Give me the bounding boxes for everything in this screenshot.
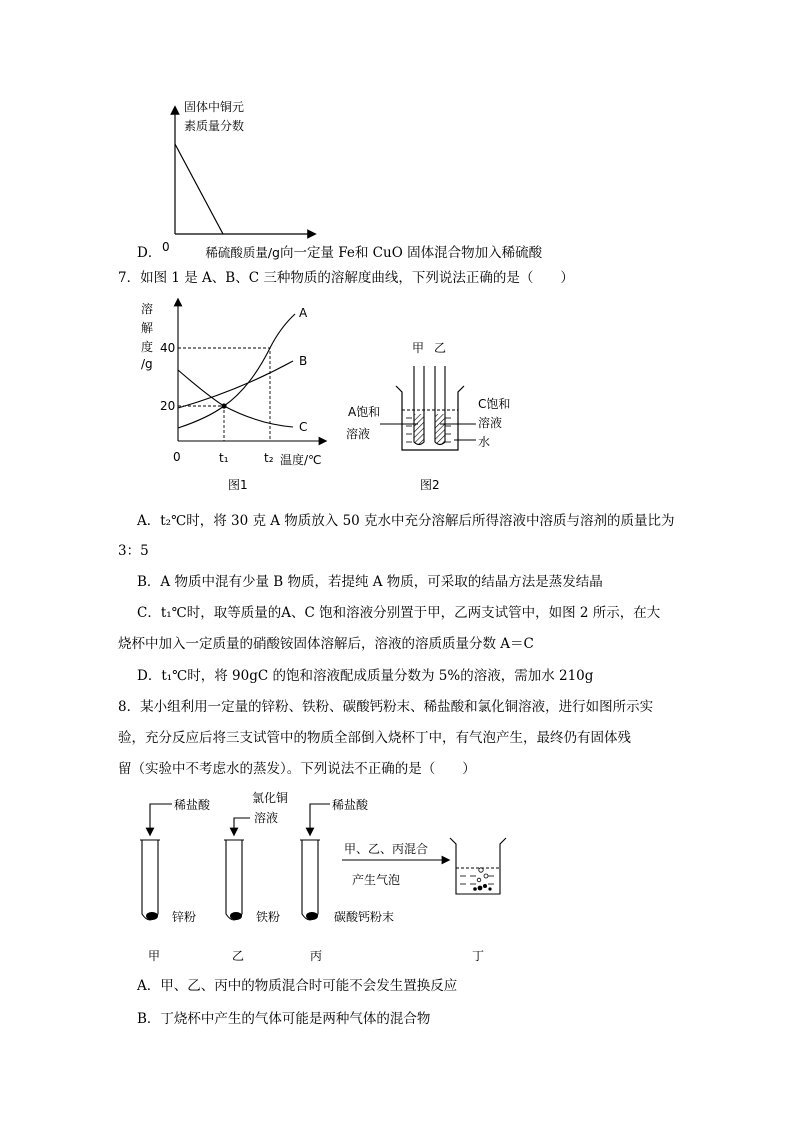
- q8-beaker-ding: [450, 838, 506, 894]
- q8-add-arrow-jia: [150, 804, 172, 832]
- q8-add-arrow-bing: [310, 804, 330, 832]
- q6d-graph: [150, 92, 320, 267]
- q7-C-saturated-line1: C饱和: [478, 397, 511, 411]
- q7-ylabel-2: 解: [141, 321, 154, 335]
- q8-tube-label-bing: 丙: [310, 949, 323, 963]
- q7-water-label: 水: [478, 435, 491, 449]
- q8-solid-yi: [230, 912, 242, 920]
- q8-beaker-label-ding: 丁: [472, 949, 485, 963]
- q8-solid-label-yi: 铁粉: [256, 910, 281, 924]
- q7-ylabel-1: 溶: [141, 302, 154, 316]
- q7-figure1-solubility-chart: [138, 296, 338, 496]
- q8-option-B: B．丁烧杯中产生的气体可能是两种气体的混合物: [137, 1011, 431, 1027]
- q8-tube-yi: [226, 840, 242, 920]
- q7-ylabel-4: /g: [141, 357, 153, 371]
- q6d-description: 向一定量 Fe和 CuO 固体混合物加入稀硫酸: [279, 245, 543, 261]
- q8-stem-line1: 8．某小组利用一定量的锌粉、铁粉、碳酸钙粉末、稀盐酸和氯化铜溶液，进行如图所示实: [118, 699, 654, 715]
- q7-option-B: B．A 物质中混有少量 B 物质，若提纯 A 物质，可采取的结晶方法是蒸发结晶: [137, 574, 603, 590]
- q7-tube-yi-label: 乙: [434, 341, 447, 355]
- q7-curve-A-label: A: [299, 306, 308, 320]
- q8-add-label-bing: 稀盐酸: [332, 798, 369, 812]
- q8-solid-bing: [306, 912, 318, 920]
- q6d-ylabel-line2: 素质量分数: [184, 119, 245, 133]
- q7-intersection-point: [221, 403, 226, 408]
- q8-add-label-jia: 稀盐酸: [174, 798, 211, 812]
- q8-add-arrow-yi: [234, 818, 250, 832]
- q7-option-C-line2: 烧杯中加入一定质量的硝酸铵固体溶解后，溶液的溶质质量分数 A＝C: [118, 636, 534, 652]
- q8-experiment-figure: [130, 790, 530, 970]
- q7-tube-jia-liquid: [414, 414, 424, 445]
- q8-tube-label-jia: 甲: [148, 949, 161, 963]
- q8-tube-jia: [142, 840, 158, 920]
- q7-figure2-caption: 图2: [420, 478, 440, 492]
- q8-solid-jia: [146, 912, 158, 920]
- q7-tube-yi-liquid: [435, 414, 445, 445]
- q6d-data-line: [175, 144, 223, 234]
- q7-C-saturated-line2: 溶液: [478, 416, 503, 430]
- q7-option-A-line2: 3：5: [118, 543, 149, 559]
- q8-add-label-yi-line1: 氯化铜: [252, 791, 289, 805]
- q8-mix-label: 甲、乙、丙混合: [344, 842, 429, 856]
- q7-curve-A: [178, 314, 295, 428]
- q7-tick-20: 20: [160, 399, 176, 413]
- q8-solid-residue: [473, 884, 491, 891]
- q7-A-saturated-line2: 溶液: [346, 427, 371, 441]
- q7-option-D: D．t₁℃时，将 90gC 的饱和溶液配成质量分数为 5%的溶液，需加水 210g: [137, 668, 594, 684]
- q7-A-saturated-line1: A饱和: [348, 405, 381, 419]
- q7-xlabel: 温度/℃: [280, 453, 322, 467]
- q6d-origin: 0: [162, 240, 170, 254]
- q7-option-A-line1: A．t₂℃时，将 30 克 A 物质放入 50 克水中充分溶解后所得溶液中溶质与溶剂的质量比为: [137, 513, 675, 529]
- q7-origin: 0: [173, 450, 181, 464]
- q8-tube-label-yi: 乙: [232, 949, 245, 963]
- q7-tick-t2: t₂: [264, 451, 274, 465]
- q7-tick-40: 40: [160, 341, 176, 355]
- q8-solid-label-jia: 锌粉: [172, 910, 197, 924]
- q7-curve-B-label: B: [299, 354, 308, 368]
- q7-ylabel-3: 度: [141, 340, 154, 354]
- q7-figure2-beaker: [340, 336, 540, 496]
- q7-stem: 7．如图 1 是 A、B、C 三种物质的溶解度曲线，下列说法正确的是（ ）: [118, 270, 574, 286]
- q6d-ylabel-line1: 固体中铜元: [184, 100, 245, 114]
- q8-add-label-yi-line2: 溶液: [254, 811, 279, 825]
- q8-tube-bing: [302, 840, 318, 920]
- q6d-option-label: D．: [137, 245, 162, 261]
- q8-gas-label: 产生气泡: [352, 873, 401, 887]
- q8-stem-line3: 留（实验中不考虑水的蒸发）。下列说法不正确的是（ ）: [118, 761, 476, 777]
- q7-tick-t1: t₁: [219, 451, 229, 465]
- q7-tube-jia-label: 甲: [412, 341, 425, 355]
- q6d-xlabel: 稀硫酸质量/g: [205, 245, 280, 260]
- q7-curve-C-label: C: [299, 420, 308, 434]
- q8-option-A: A．甲、乙、丙中的物质混合时可能不会发生置换反应: [137, 978, 458, 994]
- q7-curve-C: [178, 370, 293, 427]
- q7-option-C-line1: C．t₁℃时，取等质量的A、C 饱和溶液分别置于甲，乙两支试管中，如图 2 所示，在大: [137, 605, 661, 621]
- q7-figure1-caption: 图1: [228, 478, 248, 492]
- q8-stem-line2: 验，充分反应后将三支试管中的物质全部倒入烧杯丁中，有气泡产生，最终仍有固体残: [118, 730, 631, 746]
- q8-gas-bubbles: [477, 868, 488, 882]
- q8-solid-label-bing: 碳酸钙粉末: [334, 910, 395, 924]
